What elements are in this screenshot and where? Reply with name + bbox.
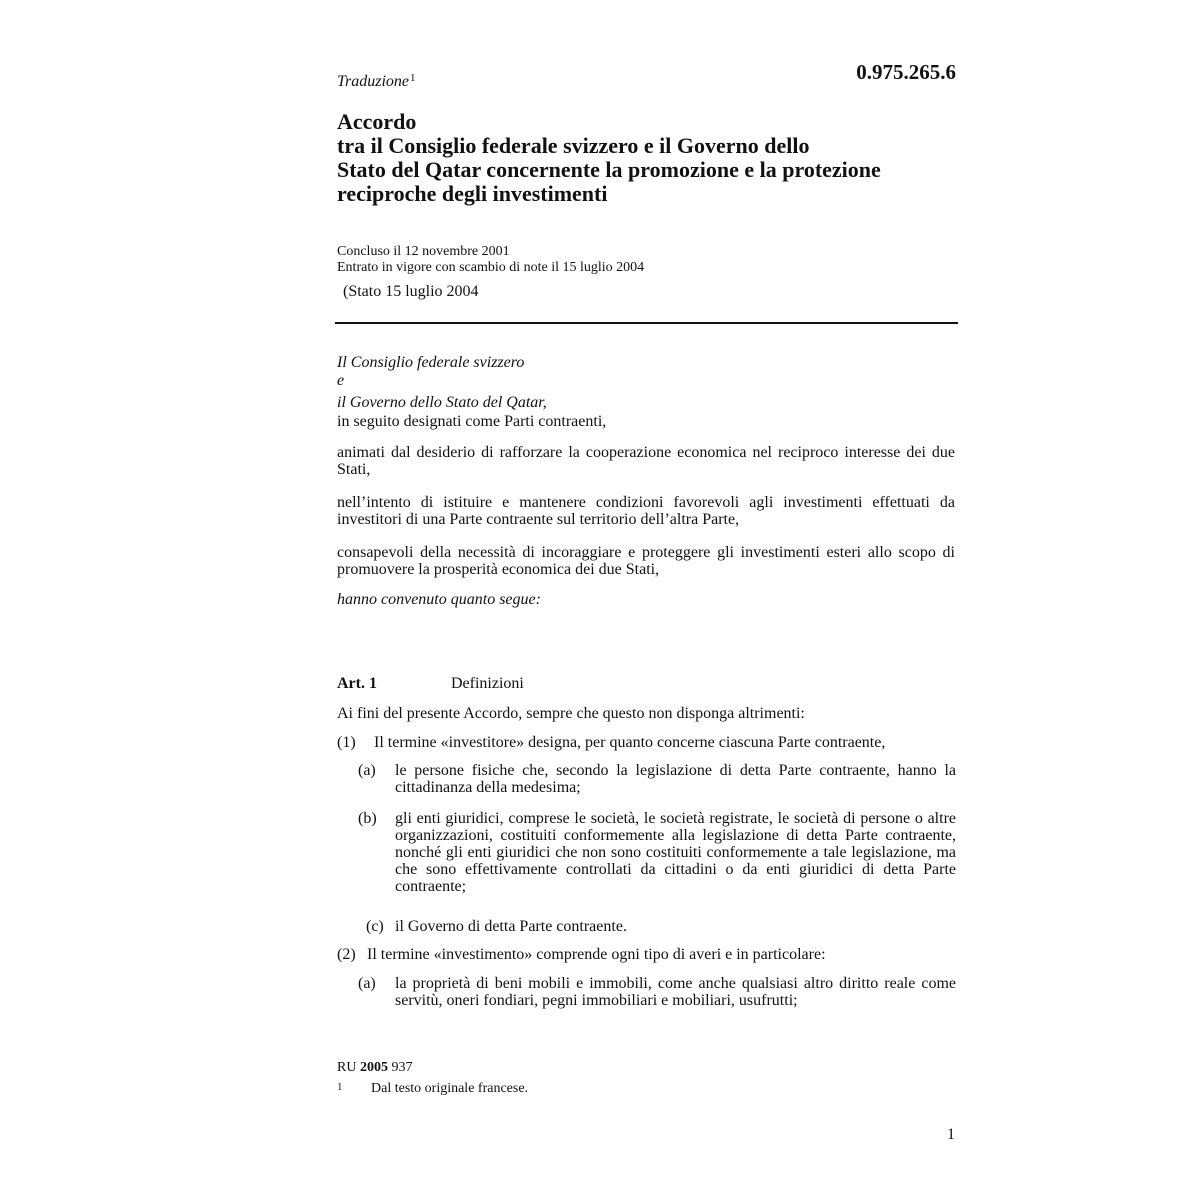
paragraph-1a-text: le persone fisiche che, secondo la legislazione di detta Parte contraente, hanno la cittadinanza della medesima; <box>395 762 956 796</box>
preamble-designation: in seguito designati come Parti contraenti, <box>337 413 607 430</box>
title-line-4: reciproche degli investimenti <box>337 181 608 206</box>
preamble-party-1: Il Consiglio federale svizzero <box>337 354 525 371</box>
concluded-date: Concluso il 12 novembre 2001 <box>337 244 510 259</box>
article-number: Art. 1 <box>337 675 377 692</box>
article-intro: Ai fini del presente Accordo, sempre che questo non disponga altrimenti: <box>337 705 805 722</box>
header-divider <box>335 322 958 324</box>
preamble-recital-2: nell’intento di istituire e mantenere condizioni favorevoli agli investimenti effettuati da investitori di una Parte contraente sul territorio dell’altra Parte, <box>337 494 955 528</box>
footnote-text: Dal testo originale francese. <box>371 1081 529 1096</box>
preamble-and: e <box>337 372 345 389</box>
paragraph-1b-text: gli enti giuridici, comprese le società, le società registrate, le società di persone o altre organizzazioni, costituiti conformemente alla legislazione di detta Parte contraente, nonché gli enti giuridici che non sono costituiti conformemente a tale legislazione, ma che sono effettivamente controllati da cittadini o da enti giuridici di detta Parte contraente; <box>395 810 956 895</box>
article-1-heading <box>337 675 524 693</box>
page-number: 1 <box>947 1126 955 1143</box>
footnote-mark[interactable]: 1 <box>410 72 416 84</box>
paragraph-2-text: Il termine «investimento» comprende ogni tipo di averi e in particolare: <box>367 946 826 963</box>
paragraph-2-label: (2) <box>337 946 356 963</box>
article-title: Definizioni <box>451 675 524 692</box>
translation-label <box>337 73 416 91</box>
paragraph-2a-text: la proprietà di beni mobili e immobili, come anche qualsiasi altro diritto reale come servitù, oneri fondiari, pegni immobiliari e mobiliari, usufrutti; <box>395 975 956 1009</box>
preamble-party-2: il Governo dello Stato del Qatar, <box>337 394 547 411</box>
official-compilation-reference <box>337 1060 412 1076</box>
paragraph-2a-label: (a) <box>358 975 376 992</box>
title-line-3: Stato del Qatar concernente la promozione e la protezione <box>337 157 881 182</box>
preamble-agreed: hanno convenuto quanto segue: <box>337 591 541 608</box>
paragraph-1-text: Il termine «investitore» designa, per quanto concerne ciascuna Parte contraente, <box>374 734 886 751</box>
entry-into-force: Entrato in vigore con scambio di note il 15 luglio 2004 <box>337 260 645 275</box>
title-line-2: tra il Consiglio federale svizzero e il Governo dello <box>337 133 810 158</box>
paragraph-1c-label: (c) <box>366 918 384 935</box>
ru-prefix: RU <box>337 1060 357 1075</box>
paragraph-1c-text: il Governo di detta Parte contraente. <box>395 918 627 935</box>
sr-number: 0.975.265.6 <box>856 60 956 84</box>
translation-text: Traduzione <box>337 73 410 90</box>
preamble-recital-1: animati dal desiderio di rafforzare la cooperazione economica nel reciproco interesse dei due Stati, <box>337 444 955 478</box>
ru-page: 937 <box>391 1060 413 1075</box>
footnote <box>337 1081 528 1097</box>
ru-year: 2005 <box>359 1060 388 1075</box>
paragraph-1-label: (1) <box>337 734 356 751</box>
title-line-1: Accordo <box>337 109 417 134</box>
paragraph-1b-label: (b) <box>358 810 377 827</box>
paragraph-1a-label: (a) <box>358 762 376 779</box>
document-title <box>337 110 977 206</box>
footnote-number: 1 <box>337 1081 343 1093</box>
status-date: (Stato 15 luglio 2004 <box>343 283 479 300</box>
preamble-recital-3: consapevoli della necessità di incoraggiare e proteggere gli investimenti esteri allo scopo di promuovere la prosperità economica dei due Stati, <box>337 544 955 578</box>
